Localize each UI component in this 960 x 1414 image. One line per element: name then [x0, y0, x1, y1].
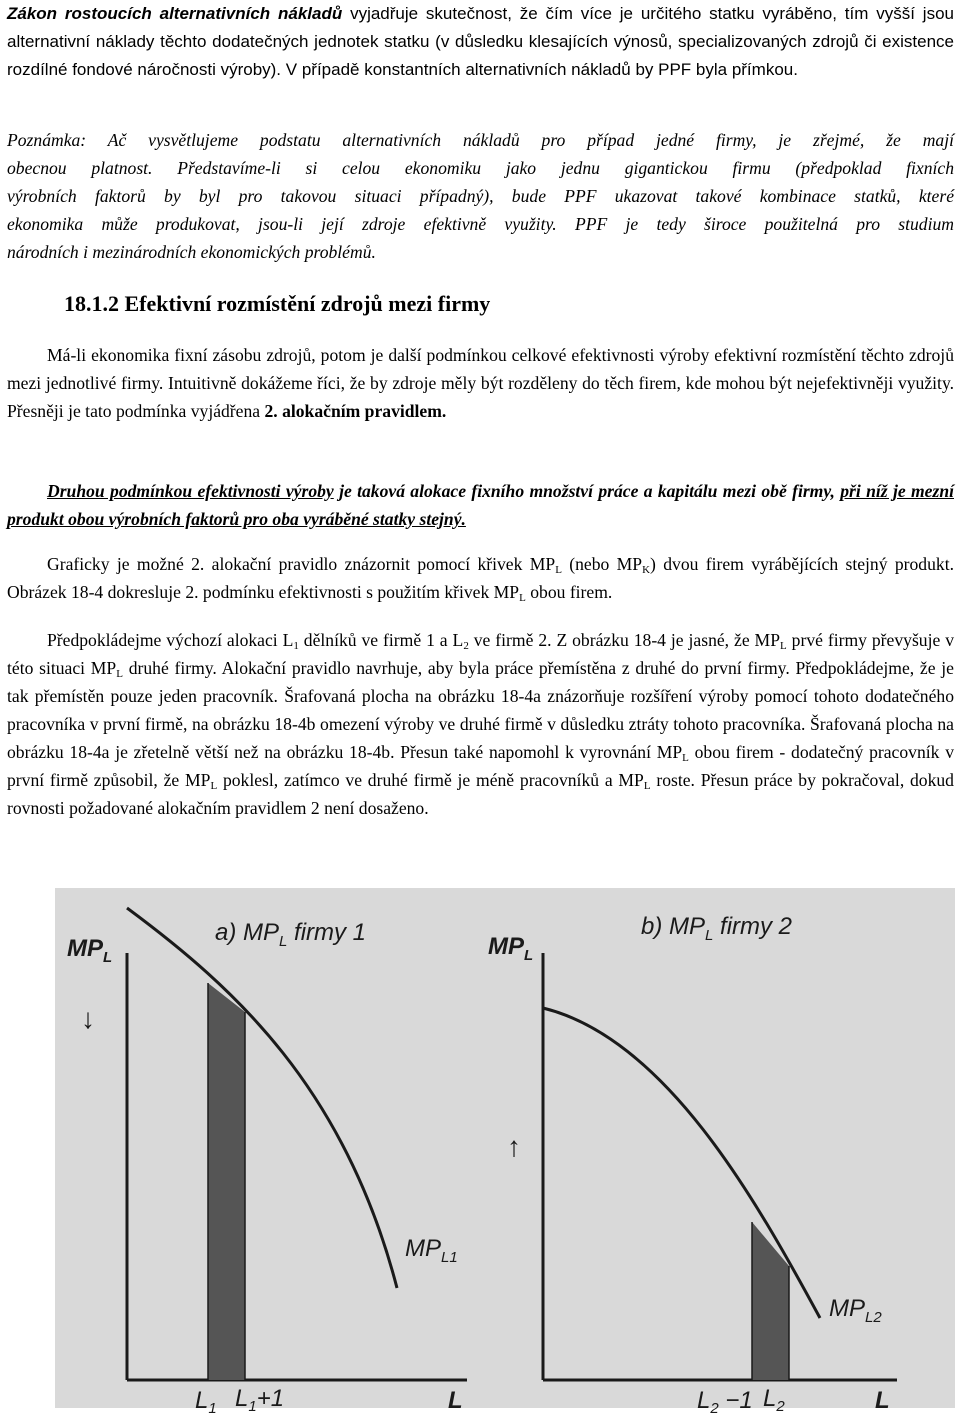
graphic-sub-3: L	[519, 592, 526, 604]
graphic-text-3: ) dvou firem vyrábějících stejný produkt. Obrázek 18-4 dokresluje 2. podmínku efektivnosti s použitím křivek MP	[7, 554, 954, 602]
paragraph-example	[7, 626, 954, 822]
intro-text-b: V případě konstantních alternativních nákladů by PPF byla přímkou.	[281, 60, 798, 79]
paragraph-allocation	[7, 341, 954, 425]
panel-b-curve-label: $MP_{L2}$	[829, 1295, 882, 1326]
note-line-4: ekonomika může produkovat, jsou-li její zdroje efektivně využity. PPF je tedy široce použitelná pro studium	[7, 214, 954, 234]
paragraph-intro	[7, 0, 954, 84]
panel-b-tick-l2minus: $L_2 -1$	[697, 1387, 753, 1414]
example-sub-6: L	[210, 780, 218, 792]
note-line-3: výrobních faktorů by byl pro takovou situaci případný), bude PPF ukazovat takové kombinace statků, které	[7, 186, 954, 206]
graphic-text-1: Graficky je možné 2. alokační pravidlo znázornit pomocí křivek MP	[47, 554, 556, 574]
intro-lead: Zákon rostoucích alternativních nákladů	[7, 4, 343, 23]
panel-b-tick-l2: $L_2$	[763, 1385, 785, 1414]
example-text-5: druhé firmy. Alokační pravidlo navrhuje, aby byla práce přemístěna z druhé do první firmy. Předpokládejme, že je tak přemístěn pouze jeden pracovník. Šrafovaná plocha na obrázku 18-4a znázorňuje rozšíření výroby pomocí tohoto dodatečného pracovníka v první firmě, na obrázku 18-4b omezení výroby ve druhé firmě v důsledku ztráty tohoto pracovníka. Šrafovaná plocha na obrázku 18-4a je zřetelně větší než na obrázku 18-4b. Přesun také napomohl k vyrovnání MP	[7, 658, 954, 762]
example-text-7: poklesl, zatímco ve druhé firmě je méně pracovníků a MP	[217, 770, 644, 790]
example-text-4: prvé firmy převyšuje v této situaci MP	[7, 630, 955, 678]
example-sub-3: L	[780, 640, 787, 652]
example-sub-7: L	[643, 780, 651, 792]
graphic-text-2: (nebo MP	[561, 554, 643, 574]
intro-text-a: vyjadřuje skutečnost, že čím více je určitého statku vyráběno, tím vyšší jsou alternativní náklady těchto dodatečných jednotek statku (v důsledku klesajících výnosů, specializovaných zdrojů či existence rozdílné fondové náročnosti výroby).	[7, 4, 954, 79]
panel-b-up-arrow: ↑	[507, 1131, 521, 1162]
condition-underlined-2: při níž je mezní produkt obou výrobních faktorů pro oba vyráběné statky stejný.	[7, 481, 954, 529]
condition-underlined-1: Druhou podmínkou efektivnosti výroby	[47, 481, 334, 501]
section-heading: 18.1.2 Efektivní rozmístění zdrojů mezi firmy	[64, 291, 491, 316]
note-line-2: obecnou platnost. Představíme-li si celou ekonomiku jako jednu gigantickou firmu (předpoklad fixních	[7, 158, 954, 178]
note-block	[7, 126, 954, 266]
example-sub-4: L	[116, 668, 123, 680]
panel-b-title: b) $MP_L$ firmy 2	[641, 913, 793, 944]
panel-b-ylabel: $MP_L$	[488, 933, 534, 964]
panel-b-xlabel: L	[875, 1387, 890, 1414]
note-line-1: Poznámka: Ač vysvětlujeme podstatu alternativních nákladů pro případ jedné firmy, je zřejmé, že mají	[7, 130, 954, 150]
panel-a-title: a) $MP_L$ firmy 1	[215, 919, 367, 950]
allocation-rule: 2. alokačním pravidlem.	[264, 401, 447, 421]
panel-a-curve-label: $MP_{L1}$	[405, 1235, 458, 1266]
panel-a-ylabel: $MP_L$	[67, 935, 113, 966]
condition-mid: je taková alokace fixního množství práce a kapitálu mezi obě firmy,	[333, 481, 841, 501]
paragraph-graphic	[7, 550, 954, 606]
paragraph-condition	[7, 477, 954, 533]
panel-a-xlabel: L	[448, 1387, 463, 1414]
allocation-text: Má-li ekonomika fixní zásobu zdrojů, potom je další podmínkou celkové efektivnosti výroby efektivní rozmístění těchto zdrojů mezi jednotlivé firmy. Intuitivně dokážeme říci, že by zdroje měly být rozděleny do těch firem, kde mohou být nejefektivněji využity. Přesněji je tato podmínka vyjádřena	[7, 345, 954, 421]
example-text-2: dělníků ve firmě 1 a L	[298, 630, 464, 650]
figure-background	[55, 888, 955, 1408]
graphic-sub-2: K	[642, 564, 651, 576]
example-text-3: ve firmě 2. Z obrázku 18-4 je jasné, že MP	[468, 630, 780, 650]
example-sub-1: 1	[293, 640, 299, 652]
graphic-text-4: obou firem.	[525, 582, 613, 602]
example-text-8: roste. Přesun práce by pokračoval, dokud rovnosti požadované alokačním pravidlem 2 není dosaženo.	[7, 770, 954, 818]
example-sub-5: L	[682, 752, 689, 764]
panel-a-tick-l1plus: $L_1+1$	[235, 1385, 285, 1414]
example-text-6: obou firem - dodatečný pracovník v první firmě způsobil, že MP	[7, 742, 954, 790]
panel-a-down-arrow: ↓	[81, 1003, 95, 1034]
panel-a-tick-l1: $L_1$	[195, 1387, 217, 1414]
example-text-1: Předpokládejme výchozí alokaci L	[47, 630, 294, 650]
graphic-sub-1: L	[555, 564, 562, 576]
example-sub-2: 2	[463, 640, 469, 652]
figure-18-4	[55, 888, 955, 1414]
panel-a-shaded-area	[208, 983, 245, 1380]
note-line-5: národních i mezinárodních ekonomických problémů.	[7, 242, 376, 262]
